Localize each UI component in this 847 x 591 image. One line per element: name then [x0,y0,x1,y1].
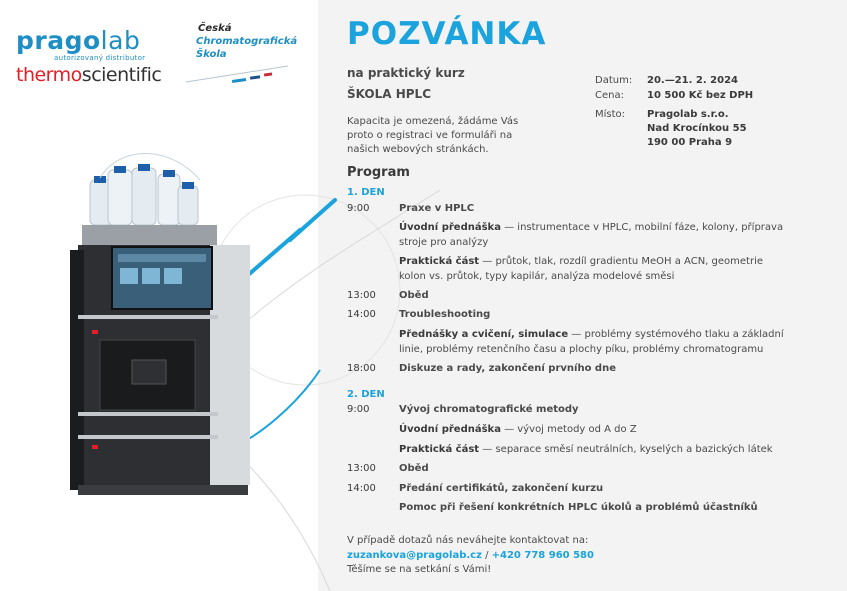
detail-text: — problémy systémového tlaku a základní linie, problémy retenčního času a plochy píku, problémy chromatogramu [399,329,784,355]
schedule-time: 9:00 [347,203,370,214]
contact-closing: Těšíme se na setkání s Vámi! [347,564,492,575]
cch-line-1: Česká [198,23,232,34]
pragolab-thermo-logo [16,26,162,86]
schedule-time: 18:00 [347,363,376,374]
pragolab-word-1: prago [16,26,101,55]
price-value: 10 500 Kč bez DPH [647,90,754,101]
schedule-time: 13:00 [347,290,376,301]
intro-text: Kapacita je omezená, žádáme Vás proto o registraci ve formuláři na našich webových stránkách. [347,116,519,155]
date-label: Datum: [595,75,633,86]
thermo-word: thermo [16,64,82,86]
schedule-detail [399,327,789,357]
schedule-detail [399,220,789,250]
schedule-time: 14:00 [347,309,376,320]
schedule-title: Pomoc při řešení konkrétních HPLC úkolů a problémů účastníků [399,502,758,513]
schedule-title: Předání certifikátů, zakončení kurzu [399,483,604,494]
day-1-label: 1. DEN [347,187,385,198]
scientific-word: scientific [81,64,162,86]
schedule-time: 9:00 [347,404,370,415]
schedule-title: Praxe v HPLC [399,203,475,214]
course-name: ŠKOLA HPLC [347,87,432,101]
cch-line-2: Chromatografická [196,36,298,47]
detail-heading: Úvodní přednáška [399,424,501,435]
schedule-title: Troubleshooting [399,309,491,320]
course-subtitle: na praktický kurz [347,66,465,80]
detail-heading: Přednášky a cvičení, simulace [399,329,569,340]
phone-link[interactable]: +420 778 960 580 [491,549,594,561]
detail-heading: Praktická část [399,256,480,267]
contact-intro: V případě dotazů nás neváhejte kontaktovat na: [347,535,589,546]
schedule-detail [399,422,789,437]
ceska-chromatograficka-skola-logo [180,22,298,94]
schedule-title: Diskuze a rady, zakončení prvního dne [399,363,616,374]
pragolab-logo [16,28,156,53]
page-title: POZVÁNKA [347,16,547,52]
program-heading: Program [347,165,410,180]
schedule-detail [399,254,789,284]
schedule-detail [399,442,789,457]
detail-text: — instrumentace v HPLC, mobilní fáze, kolony, příprava stroje pro analýzy [399,222,784,248]
detail-heading: Praktická část [399,444,480,455]
place-label: Místo: [595,109,626,120]
solvent-bottles [90,153,200,225]
detail-text: — průtok, tlak, rozdíl gradientu MeOH a ACN, geometrie kolon vs. průtok, typy kapilár, analýza modelové směsi [399,256,764,282]
place-line-3: 190 00 Praha 9 [647,137,733,148]
schedule-title: Oběd [399,290,429,301]
contact-links [347,549,594,564]
day-2-label: 2. DEN [347,389,385,400]
distributor-text: autorizovaný distributor [54,54,146,62]
place-line-1: Pragolab s.r.o. [647,109,729,120]
schedule-time: 13:00 [347,463,376,474]
detail-text: — vývoj metody od A do Z [500,424,637,435]
schedule-title: Oběd [399,463,429,474]
hplc-instrument-image [60,150,260,510]
cch-line-3: Škola [196,49,227,60]
price-label: Cena: [595,90,624,101]
email-link[interactable]: zuzankova@pragolab.cz [347,549,482,561]
date-value: 20.—21. 2. 2024 [647,75,738,86]
detail-heading: Úvodní přednáška [399,222,501,233]
contact-block [347,534,594,578]
pragolab-word-2: lab [100,26,141,55]
contact-separator: / [481,549,492,561]
schedule-time: 14:00 [347,483,376,494]
detail-text: — separace směsí neutrálních, kyselých a bazických látek [479,444,773,455]
thermo-scientific-logo [16,64,162,86]
place-line-2: Nad Krocínkou 55 [647,123,747,134]
schedule-title: Vývoj chromatografické metody [399,404,579,415]
